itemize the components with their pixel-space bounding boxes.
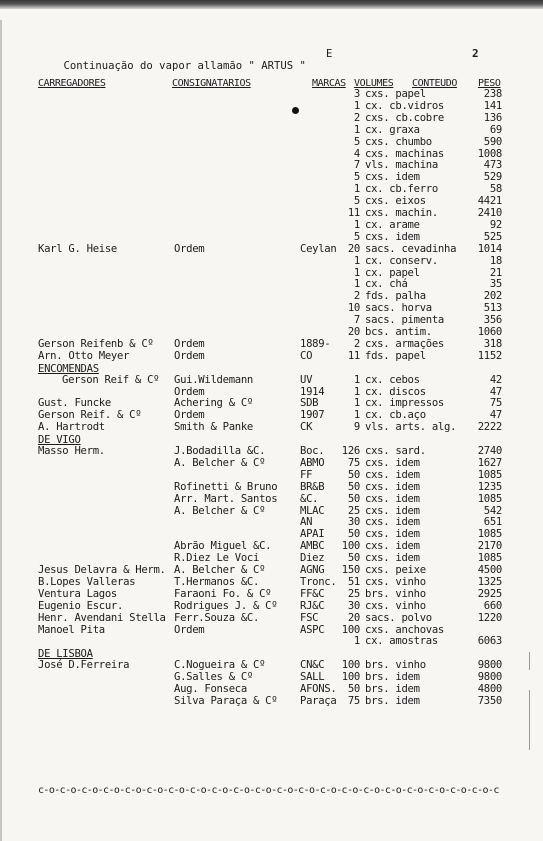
title-letter: E: [326, 48, 333, 60]
table-row: [0, 624, 543, 636]
cell-consignee: Aug. Fonseca: [174, 683, 247, 695]
table-row: [0, 88, 543, 100]
cell-weight: 590: [483, 135, 502, 148]
cell-consignee: Rodrigues J. & Cº: [174, 599, 278, 612]
cell-content: sacs. pimenta: [365, 314, 445, 327]
cell-volumes: 25: [347, 587, 360, 600]
cell-weight: 1085: [477, 528, 502, 541]
table-row: [0, 112, 543, 124]
table-row: [0, 528, 543, 540]
cell-volumes: 5: [353, 195, 360, 208]
cell-content: cx. graxa: [365, 123, 420, 136]
cell-content: brs. vinho: [365, 587, 426, 600]
table-row: [0, 659, 543, 671]
cell-consignee: Ordem: [174, 349, 205, 362]
cell-consignee: Abrão Miguel &C.: [174, 540, 272, 553]
table-row: [0, 136, 543, 148]
cell-mark: ASPC: [300, 623, 325, 636]
cell-volumes: 51: [347, 575, 360, 588]
table-row: [0, 505, 543, 517]
table-row: [0, 243, 543, 255]
cell-weight: 2925: [477, 587, 502, 600]
column-header-conteudo: CONTEUDO: [412, 78, 457, 89]
cell-content: cx. arame: [365, 218, 420, 231]
cell-weight: 69: [489, 123, 502, 136]
cell-volumes: 1: [353, 183, 360, 196]
cell-weight: 2410: [477, 207, 502, 219]
cell-volumes: 25: [347, 504, 360, 517]
table-row: [0, 397, 543, 409]
cell-weight: 318: [483, 337, 502, 350]
cell-mark: &C.: [300, 492, 319, 505]
table-row: [0, 159, 543, 171]
cell-content: vls. machina: [365, 159, 438, 172]
cell-shipper: Gerson Reifenb & Cº: [38, 337, 154, 350]
cell-consignee: Ordem: [174, 623, 205, 636]
cell-shipper: Arn. Otto Meyer: [38, 349, 130, 362]
cell-weight: 238: [483, 88, 502, 100]
cell-weight: 136: [483, 111, 502, 124]
cell-volumes: 7: [353, 159, 360, 172]
cell-content: brs. idem: [365, 671, 420, 684]
cell-weight: 1060: [477, 326, 502, 338]
cell-weight: 35: [489, 278, 502, 291]
cell-mark: 1907: [300, 409, 325, 422]
cell-content: brs. idem: [365, 683, 420, 695]
cell-content: cxs. anchovas: [365, 623, 445, 636]
cell-weight: 2222: [477, 421, 502, 434]
cell-mark: Tronc.: [300, 575, 337, 588]
cell-mark: MLAC: [300, 504, 325, 517]
cell-weight: 660: [483, 599, 502, 612]
cell-consignee: Ordem: [174, 337, 205, 350]
cell-content: sacs. cevadinha: [365, 242, 457, 255]
cell-content: cx. discos: [365, 385, 426, 398]
table-row: [0, 267, 543, 279]
cell-weight: 529: [483, 171, 502, 184]
cell-content: cxs. sard.: [365, 445, 426, 457]
cell-content: cxs. cb.cobre: [365, 111, 445, 124]
cell-mark: Boc.: [300, 445, 325, 457]
table-row: [0, 671, 543, 683]
footer-rule: c-o-c-o-c-o-c-o-c-o-c-o-c-o-c-o-c-o-c-o-c-o-c-o-c-o-c-o-c-o-c-o-c-o-c-o-c-o-c-o-c-o-c: [38, 785, 499, 796]
cell-weight: 1220: [477, 611, 502, 624]
cell-consignee: Ordem: [174, 409, 205, 422]
table-row: [0, 100, 543, 112]
table-row: [0, 421, 543, 433]
cell-shipper: Ventura Lagos: [38, 587, 118, 600]
table-row: [0, 338, 543, 350]
cell-mark: BR&B: [300, 480, 325, 493]
cell-consignee: A. Belcher & Cº: [174, 564, 266, 576]
cell-weight: 1325: [477, 575, 502, 588]
table-row: [0, 302, 543, 314]
cell-weight: 202: [483, 290, 502, 303]
cell-consignee: Silva Paraça & Cº: [174, 694, 278, 707]
cell-consignee: Ferr.Souza &C.: [174, 611, 260, 624]
cell-weight: 42: [489, 373, 502, 386]
cell-weight: 4800: [477, 683, 502, 695]
cell-mark: CK: [300, 421, 313, 434]
cell-shipper: A. Hartrodt: [38, 421, 105, 434]
cell-weight: 47: [489, 385, 502, 398]
cell-content: cxs. machin.: [365, 207, 438, 219]
table-row: [0, 350, 543, 362]
cell-content: cx. papel: [365, 266, 420, 279]
margin-mark: [529, 652, 530, 670]
table-row: [0, 278, 543, 290]
cell-mark: AFONS.: [300, 683, 337, 695]
cell-volumes: 11: [347, 349, 360, 362]
cell-content: cx. cb.vidros: [365, 99, 445, 112]
cell-weight: 1235: [477, 480, 502, 493]
cell-volumes: 150: [341, 564, 360, 576]
cell-consignee: Gui.Wildemann: [174, 373, 254, 386]
cell-weight: 18: [489, 254, 502, 267]
cell-volumes: 30: [347, 599, 360, 612]
cell-content: fds. palha: [365, 290, 426, 303]
cell-consignee: Achering & Cº: [174, 397, 254, 410]
cell-volumes: 100: [341, 659, 360, 672]
cell-mark: AN: [300, 516, 313, 529]
table-row: [0, 612, 543, 624]
table-row: [0, 469, 543, 481]
cell-weight: 1014: [477, 242, 502, 255]
cell-mark: SDB: [300, 397, 319, 410]
cell-volumes: 20: [347, 326, 360, 338]
table-row: [0, 516, 543, 528]
cell-weight: 2740: [477, 445, 502, 457]
cell-volumes: 1: [353, 218, 360, 231]
cell-weight: 542: [483, 504, 502, 517]
cell-consignee: G.Salles & Cº: [174, 671, 254, 684]
cell-weight: 513: [483, 302, 502, 315]
cell-mark: RJ&C: [300, 599, 325, 612]
title-text: Continuação do vapor allamão " ARTUS ": [63, 60, 306, 72]
cell-volumes: 1: [353, 254, 360, 267]
cell-mark: CN&C: [300, 659, 325, 672]
column-header-marcas: MARCAS: [312, 78, 346, 89]
table-row: [0, 219, 543, 231]
cell-mark: CO: [300, 349, 313, 362]
table-row: [0, 493, 543, 505]
cell-content: cxs. idem: [365, 504, 420, 517]
cell-volumes: 5: [353, 135, 360, 148]
cell-content: fds. papel: [365, 349, 426, 362]
cell-consignee: Faraoni Fo. & Cº: [174, 587, 272, 600]
cell-consignee: A. Belcher & Cº: [174, 456, 266, 469]
cell-content: cxs. idem: [365, 552, 420, 565]
table-row: [0, 695, 543, 707]
cell-volumes: 1: [353, 385, 360, 398]
cell-weight: 356: [483, 314, 502, 327]
table-row: [0, 457, 543, 469]
cell-content: cxs. idem: [365, 492, 420, 505]
table-row: [0, 290, 543, 302]
cell-weight: 473: [483, 159, 502, 172]
cell-weight: 1085: [477, 552, 502, 565]
scan-top-shadow: [0, 0, 543, 9]
cell-volumes: 100: [341, 540, 360, 553]
cell-consignee: T.Hermanos &C.: [174, 575, 260, 588]
cell-weight: 9800: [477, 671, 502, 684]
cell-content: cxs. machinas: [365, 147, 445, 160]
cell-volumes: 1: [353, 397, 360, 410]
cell-consignee: Rofinetti & Bruno: [174, 480, 278, 493]
cell-mark: UV: [300, 373, 313, 386]
cell-mark: AGNG: [300, 564, 325, 576]
column-header-peso: PESO: [478, 78, 501, 89]
cell-weight: 1085: [477, 492, 502, 505]
cell-shipper: Karl G. Heise: [38, 242, 118, 255]
cell-weight: 1085: [477, 468, 502, 481]
cell-content: cx. cb.aço: [365, 409, 426, 422]
table-row: [0, 231, 543, 243]
cell-mark: AMBC: [300, 540, 325, 553]
cell-content: cxs. idem: [365, 171, 420, 184]
cell-volumes: 1: [353, 123, 360, 136]
cell-mark: FSC: [300, 611, 319, 624]
cell-volumes: 75: [347, 694, 360, 707]
cell-weight: 7350: [477, 694, 502, 707]
section-heading-encomendas: ENCOMENDAS: [38, 362, 99, 375]
cell-shipper: Manoel Pita: [38, 623, 105, 636]
cell-mark: Diez: [300, 552, 325, 565]
cell-content: brs. idem: [365, 694, 420, 707]
cell-weight: 651: [483, 516, 502, 529]
cell-content: cxs. armações: [365, 337, 445, 350]
cell-volumes: 3: [353, 88, 360, 100]
table-row: [0, 326, 543, 338]
cell-content: cx. cebos: [365, 373, 420, 386]
section-heading-de-lisboa: DE LISBOA: [38, 648, 93, 661]
cell-shipper: José D.Ferreira: [38, 659, 130, 672]
cell-consignee: Ordem: [174, 385, 205, 398]
table-row: [0, 183, 543, 195]
cell-shipper: Gerson Reif & Cº: [62, 373, 160, 386]
cell-consignee: A. Belcher & Cº: [174, 504, 266, 517]
cell-volumes: 50: [347, 480, 360, 493]
cell-volumes: 1: [353, 278, 360, 291]
cell-weight: 141: [483, 99, 502, 112]
cell-content: cx. conserv.: [365, 254, 438, 267]
table-row: [0, 255, 543, 267]
cell-mark: APAI: [300, 528, 325, 541]
cell-weight: 525: [483, 230, 502, 243]
cell-shipper: Gerson Reif. & Cº: [38, 409, 142, 422]
cell-mark: FF&C: [300, 587, 325, 600]
cell-weight: 47: [489, 409, 502, 422]
table-row: [0, 409, 543, 421]
section-heading-de-vigo: DE VIGO: [38, 434, 81, 447]
cell-weight: 4421: [477, 195, 502, 208]
cell-weight: 6063: [477, 635, 502, 648]
cell-volumes: 2: [353, 290, 360, 303]
cell-content: cxs. eixos: [365, 195, 426, 208]
cell-content: sacs. polvo: [365, 611, 432, 624]
cell-shipper: Eugenio Escur.: [38, 599, 124, 612]
table-row: [0, 552, 543, 564]
cell-content: cxs. idem: [365, 456, 420, 469]
cell-weight: 1008: [477, 147, 502, 160]
column-header-volumes: VOLUMES: [354, 78, 394, 89]
cell-content: vls. arts. alg.: [365, 421, 457, 434]
cell-volumes: 7: [353, 314, 360, 327]
cell-weight: 1627: [477, 456, 502, 469]
cell-content: cxs. idem: [365, 516, 420, 529]
table-row: [0, 148, 543, 160]
cell-content: cxs. idem: [365, 528, 420, 541]
cell-volumes: 20: [347, 611, 360, 624]
cell-content: cxs. vinho: [365, 599, 426, 612]
cell-volumes: 50: [347, 492, 360, 505]
cell-weight: 21: [489, 266, 502, 279]
cell-mark: Paraça: [300, 694, 337, 707]
cell-content: cxs. chumbo: [365, 135, 432, 148]
table-row: [0, 588, 543, 600]
cell-volumes: 50: [347, 528, 360, 541]
cell-content: cx. amostras: [365, 635, 438, 648]
cell-weight: 4500: [477, 564, 502, 576]
cell-content: brs. vinho: [365, 659, 426, 672]
page-number: 2: [472, 47, 479, 60]
cell-shipper: B.Lopes Valleras: [38, 575, 136, 588]
table-row: [0, 683, 543, 695]
cell-content: bcs. antim.: [365, 326, 432, 338]
cell-consignee: Arr. Mart. Santos: [174, 492, 278, 505]
cell-volumes: 100: [341, 671, 360, 684]
cell-volumes: 2: [353, 111, 360, 124]
cell-consignee: R.Diez Le Voci: [174, 552, 260, 565]
cell-volumes: 1: [353, 266, 360, 279]
cell-consignee: Ordem: [174, 242, 205, 255]
cell-volumes: 5: [353, 171, 360, 184]
cell-content: cxs. idem: [365, 480, 420, 493]
table-row: [0, 374, 543, 386]
cell-volumes: 126: [341, 445, 360, 457]
table-row: [0, 386, 543, 398]
cell-volumes: 10: [347, 302, 360, 315]
cell-shipper: Gust. Funcke: [38, 397, 111, 410]
cell-consignee: J.Bodadilla &C.: [174, 445, 266, 457]
cell-content: cxs. idem: [365, 468, 420, 481]
cell-volumes: 1: [353, 373, 360, 386]
cell-volumes: 50: [347, 468, 360, 481]
cell-weight: 1152: [477, 349, 502, 362]
table-row: [0, 481, 543, 493]
cell-volumes: 11: [347, 207, 360, 219]
cell-content: cxs. idem: [365, 540, 420, 553]
cell-volumes: 1: [353, 99, 360, 112]
cell-volumes: 75: [347, 456, 360, 469]
cell-weight: 2170: [477, 540, 502, 553]
cell-volumes: 2: [353, 337, 360, 350]
table-row: [0, 635, 543, 647]
cell-content: cx. chá: [365, 278, 408, 291]
cell-consignee: C.Nogueira & Cº: [174, 659, 266, 672]
cell-volumes: 1: [353, 635, 360, 648]
cell-mark: 1914: [300, 385, 325, 398]
cell-volumes: 20: [347, 242, 360, 255]
cell-weight: 92: [489, 218, 502, 231]
table-row: [0, 576, 543, 588]
cell-content: cx. impressos: [365, 397, 445, 410]
cell-mark: Ceylan: [300, 242, 337, 255]
cell-volumes: 100: [341, 623, 360, 636]
cell-content: cx. cb.ferro: [365, 183, 438, 196]
table-row: [0, 195, 543, 207]
cell-mark: ABMO: [300, 456, 325, 469]
cell-mark: FF: [300, 468, 313, 481]
cell-shipper: Henr. Avendani Stella: [38, 611, 166, 624]
cell-weight: 75: [489, 397, 502, 410]
cell-shipper: Masso Herm.: [38, 445, 105, 457]
cell-content: sacs. horva: [365, 302, 432, 315]
cell-volumes: 9: [353, 421, 360, 434]
table-row: [0, 124, 543, 136]
cell-volumes: 1: [353, 409, 360, 422]
column-header-carregadores: CARREGADORES: [38, 78, 106, 89]
cell-content: cxs. peixe: [365, 564, 426, 576]
cell-content: cxs. papel: [365, 88, 426, 100]
cell-content: cxs. vinho: [365, 575, 426, 588]
table-row: [0, 207, 543, 219]
table-row: [0, 445, 543, 457]
cell-mark: 1889-: [300, 337, 331, 350]
cell-weight: 58: [489, 183, 502, 196]
cell-content: cxs. idem: [365, 230, 420, 243]
table-row: [0, 540, 543, 552]
table-row: [0, 564, 543, 576]
table-row: [0, 171, 543, 183]
cell-volumes: 50: [347, 552, 360, 565]
cell-shipper: Jesus Delavra & Herm.: [38, 564, 166, 576]
table-row: [0, 314, 543, 326]
cell-volumes: 50: [347, 683, 360, 695]
cell-consignee: Smith & Panke: [174, 421, 254, 434]
cell-mark: SALL: [300, 671, 325, 684]
table-row: [0, 600, 543, 612]
cell-volumes: 30: [347, 516, 360, 529]
column-header-consignatarios: CONSIGNATARIOS: [172, 78, 251, 89]
cell-volumes: 4: [353, 147, 360, 160]
cell-weight: 9800: [477, 659, 502, 672]
margin-mark: [529, 690, 530, 750]
cell-volumes: 5: [353, 230, 360, 243]
